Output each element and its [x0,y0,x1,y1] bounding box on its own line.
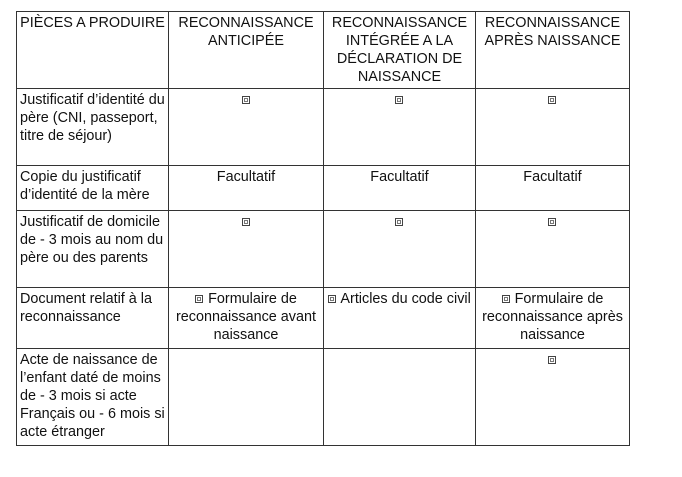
table-cell: Facultatif [169,166,324,211]
checkbox-icon [548,356,556,364]
checkbox-icon [395,218,403,226]
table-row [17,288,630,349]
table-row [17,166,630,211]
table-cell [324,211,476,288]
header-apres: RECONNAISSANCE APRÈS NAISSANCE [476,12,630,89]
table-cell [476,349,630,446]
table-row [17,349,630,446]
table-cell [476,89,630,166]
table-cell: Facultatif [476,166,630,211]
table-cell: Facultatif [324,166,476,211]
table-cell [169,288,324,349]
checkbox-icon [548,96,556,104]
cell-text: Formulaire de reconnaissance après naissance [482,291,623,343]
row-label: Copie du justificatif d’identité de la mère [17,166,169,211]
table-cell [476,288,630,349]
table-cell [169,211,324,288]
table-cell [324,89,476,166]
table-row [17,89,630,166]
header-row [17,12,630,89]
table-cell [169,349,324,446]
checkbox-icon [242,218,250,226]
row-label: Document relatif à la reconnaissance [17,288,169,349]
checkbox-icon [242,96,250,104]
checkbox-icon [502,295,510,303]
table-cell [476,211,630,288]
row-label: Justificatif d’identité du père (CNI, passeport, titre de séjour) [17,89,169,166]
header-integree: RECONNAISSANCE INTÉGRÉE A LA DÉCLARATION DE NAISSANCE [324,12,476,89]
row-label: Justificatif de domicile de - 3 mois au nom du père ou des parents [17,211,169,288]
checkbox-icon [395,96,403,104]
checkbox-icon [548,218,556,226]
documents-table [16,11,630,446]
table-cell [169,89,324,166]
checkbox-icon [195,295,203,303]
header-anticipee: RECONNAISSANCE ANTICIPÉE [169,12,324,89]
header-pieces: PIÈCES A PRODUIRE [17,12,169,89]
row-label: Acte de naissance de l’enfant daté de moins de - 3 mois si acte Français ou - 6 mois si acte étranger [17,349,169,446]
cell-text: Articles du code civil [340,291,471,307]
cell-text: Formulaire de reconnaissance avant naissance [176,291,316,343]
table-cell [324,349,476,446]
table-row [17,211,630,288]
table-cell [324,288,476,349]
checkbox-icon [328,295,336,303]
